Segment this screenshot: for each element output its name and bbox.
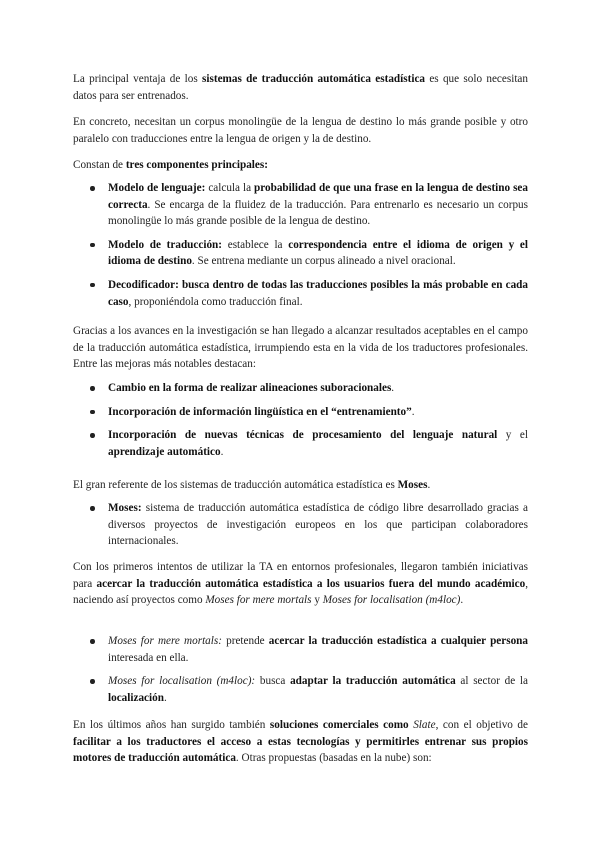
bullet-icon — [90, 186, 95, 191]
list-item: Moses: sistema de traducción automática estadística de código libre desarrollado gracias a diversos proyectos de investigación europeos en los que participan colaboradores internacionales. — [73, 500, 528, 550]
list-item: Incorporación de nuevas técnicas de procesamiento del lenguaje natural y el aprendizaje automático. — [73, 427, 528, 460]
moses-intro: El gran referente de los sistemas de traducción automática estadística es Moses. — [73, 479, 431, 491]
bullet-icon — [90, 386, 95, 391]
projects-paragraph: Con los primeros intentos de utilizar la TA en entornos profesionales, llegaron también iniciativas para acercar la traducción automática estadística a los usuarios fuera del mundo académico, naciendo así proyectos como Moses for mere mortals y Moses for localisation (m4loc). — [73, 561, 528, 607]
list-item: Moses for mere mortals: pretende acercar la traducción estadística a cualquier persona interesada en ella. — [73, 633, 528, 666]
components-intro: Constan de tres componentes principales: — [73, 159, 268, 171]
list-item: Moses for localisation (m4loc): busca adaptar la traducción automática al sector de la localización. — [73, 673, 528, 706]
bullet-icon — [90, 639, 95, 644]
projects-list — [73, 633, 528, 706]
list-item: Cambio en la forma de realizar alineaciones suboracionales. — [73, 380, 528, 397]
components-list — [73, 180, 528, 310]
bullet-icon — [90, 679, 95, 684]
advances-paragraph: Gracias a los avances en la investigación se han llegado a alcanzar resultados aceptables en el campo de la traducción automática estadística, irrumpiendo esta en la vida de los traductores profesionales. Entre las mejoras más notables destacan: — [73, 325, 528, 371]
list-item: Modelo de traducción: establece la correspondencia entre el idioma de origen y el idioma de destino. Se entrena mediante un corpus alineado a nivel oracional. — [73, 237, 528, 270]
list-item: Incorporación de información lingüística en el “entrenamiento”. — [73, 404, 528, 421]
bullet-icon — [90, 506, 95, 511]
corpus-paragraph: En concreto, necesitan un corpus monolingüe de la lengua de destino lo más grande posible y otro paralelo con traducciones entre la lengua de origen y la de destino. — [73, 116, 528, 145]
moses-list — [73, 500, 528, 550]
list-item: Modelo de lenguaje: calcula la probabilidad de que una frase en la lengua de destino sea correcta. Se encarga de la fluidez de la traducción. Para entrenarlo es necesario un corpus monolingüe lo más grande posible de la lengua de destino. — [73, 180, 528, 230]
intro-paragraph: La principal ventaja de los sistemas de traducción automática estadística es que solo necesitan datos para ser entrenados. — [73, 73, 528, 102]
bullet-icon — [90, 433, 95, 438]
improvements-list — [73, 380, 528, 460]
bullet-icon — [90, 410, 95, 415]
bullet-icon — [90, 283, 95, 288]
commercial-paragraph: En los últimos años han surgido también soluciones comerciales como Slate, con el objetivo de facilitar a los traductores el acceso a estas tecnologías y permitirles entrenar sus propios motores de traducción automática. Otras propuestas (basadas en la nube) son: — [73, 719, 528, 765]
bullet-icon — [90, 243, 95, 248]
list-item: Decodificador: busca dentro de todas las traducciones posibles la más probable en cada caso, proponiéndola como traducción final. — [73, 277, 528, 310]
